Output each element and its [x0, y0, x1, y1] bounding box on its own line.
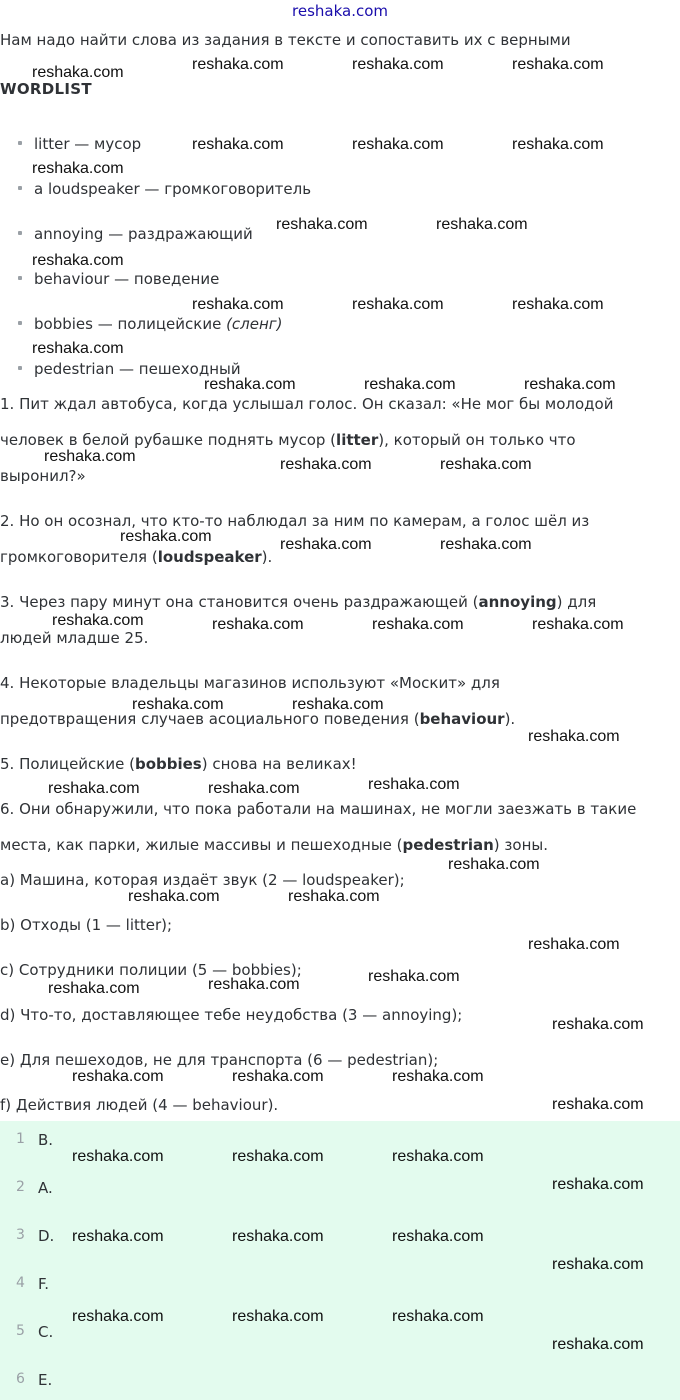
watermark: reshaka.com [192, 296, 284, 313]
watermark: reshaka.com [288, 888, 380, 905]
answer-letter: A. [38, 1179, 53, 1197]
paragraph-line: 6. Они обнаружили, что пока работали на машинах, не могли заезжать в такие [0, 800, 637, 818]
wordlist-item [18, 270, 219, 288]
separator: — [114, 360, 139, 378]
watermark: reshaka.com [32, 64, 124, 81]
watermark: reshaka.com [352, 296, 444, 313]
separator: — [109, 270, 134, 288]
watermark: reshaka.com [512, 56, 604, 73]
match-line: b) Отходы (1 — litter); [0, 916, 173, 934]
paragraph-line: 2. Но он осознал, что кто-то наблюдал за ним по камерам, а голос шёл из [0, 512, 590, 530]
translation: пешеходный [138, 360, 241, 378]
watermark: reshaka.com [48, 780, 140, 797]
answer-letter: C. [38, 1323, 54, 1341]
word: annoying [34, 225, 104, 243]
answer-letter: D. [38, 1227, 55, 1245]
watermark: reshaka.com [352, 56, 444, 73]
watermark: reshaka.com [512, 136, 604, 153]
translation: полицейские [117, 315, 227, 333]
watermark: reshaka.com [392, 1228, 484, 1245]
bullet-icon [18, 321, 22, 325]
watermark: reshaka.com [120, 528, 212, 545]
watermark: reshaka.com [208, 976, 300, 993]
watermark: reshaka.com [552, 1096, 644, 1113]
watermark: reshaka.com [364, 376, 456, 393]
watermark: reshaka.com [280, 456, 372, 473]
paragraph-line: выронил?» [0, 467, 86, 485]
paragraph-line: 3. Через пару минут она становится очень раздражающей (annoying) для [0, 593, 597, 611]
watermark: reshaka.com [524, 376, 616, 393]
bullet-icon [18, 231, 22, 235]
watermark: reshaka.com [132, 696, 224, 713]
keyword: pedestrian [402, 836, 494, 854]
separator: — [92, 315, 118, 333]
word: pedestrian [34, 360, 115, 378]
separator: — [139, 180, 165, 198]
keyword: litter [336, 431, 379, 449]
watermark: reshaka.com [392, 1148, 484, 1165]
translation: мусор [94, 135, 142, 153]
watermark: reshaka.com [552, 1336, 644, 1353]
watermark: reshaka.com [44, 448, 136, 465]
word: a loudspeaker [34, 180, 140, 198]
word: litter [34, 135, 70, 153]
translation: раздражающий [128, 225, 253, 243]
bullet-icon [18, 366, 22, 370]
answer-number: 6 [16, 1371, 25, 1387]
watermark: reshaka.com [72, 1148, 164, 1165]
intro-text: Нам надо найти слова из задания в тексте и сопоставить их с верными [0, 31, 571, 49]
answer-letter: E. [38, 1371, 53, 1389]
watermark: reshaka.com [204, 376, 296, 393]
keyword: loudspeaker [157, 548, 262, 566]
slang-note: (сленг) [226, 315, 283, 333]
match-line: c) Сотрудники полиции (5 — bobbies); [0, 961, 302, 979]
bullet-icon [18, 276, 22, 280]
keyword: bobbies [134, 755, 202, 773]
separator: — [103, 225, 129, 243]
watermark: reshaka.com [528, 728, 620, 745]
watermark: reshaka.com [436, 216, 528, 233]
keyword: annoying [478, 593, 557, 611]
watermark: reshaka.com [392, 1068, 484, 1085]
watermark: reshaka.com [352, 136, 444, 153]
bullet-icon [18, 186, 22, 190]
watermark: reshaka.com [552, 1176, 644, 1193]
watermark: reshaka.com [32, 160, 124, 177]
paragraph-line: громкоговорителя (loudspeaker). [0, 548, 273, 566]
paragraph-line: 4. Некоторые владельцы магазинов используют «Москит» для [0, 674, 500, 692]
watermark: reshaka.com [392, 1308, 484, 1325]
watermark: reshaka.com [280, 536, 372, 553]
match-line: a) Машина, которая издаёт звук (2 — loudspeaker); [0, 871, 405, 889]
paragraph-line: 5. Полицейские (bobbies) снова на великах! [0, 755, 357, 773]
answer-number: 1 [16, 1131, 25, 1147]
watermark: reshaka.com [512, 296, 604, 313]
watermark: reshaka.com [192, 56, 284, 73]
paragraph-line: 1. Пит ждал автобуса, когда услышал голос. Он сказал: «Не мог бы молодой [0, 395, 614, 413]
keyword: behaviour [419, 710, 505, 728]
watermark: reshaka.com [32, 252, 124, 269]
watermark: reshaka.com [368, 968, 460, 985]
watermark: reshaka.com [440, 456, 532, 473]
watermark: reshaka.com [208, 780, 300, 797]
watermark: reshaka.com [276, 216, 368, 233]
watermark: reshaka.com [52, 612, 144, 629]
bullet-icon [18, 141, 22, 145]
watermark: reshaka.com [72, 1228, 164, 1245]
watermark: reshaka.com [192, 136, 284, 153]
watermark: reshaka.com [72, 1308, 164, 1325]
paragraph-line: людей младше 25. [0, 629, 149, 647]
wordlist-item [18, 315, 283, 333]
match-line: d) Что-то, доставляющее тебе неудобства (3 — annoying); [0, 1006, 463, 1024]
match-line: f) Действия людей (4 — behaviour). [0, 1096, 279, 1114]
watermark: reshaka.com [448, 856, 540, 873]
watermark: reshaka.com [528, 936, 620, 953]
watermark: reshaka.com [368, 776, 460, 793]
answer-number: 4 [16, 1275, 25, 1291]
word: behaviour [34, 270, 110, 288]
watermark: reshaka.com [48, 980, 140, 997]
wordlist-title: WORDLIST [0, 80, 92, 98]
watermark: reshaka.com [128, 888, 220, 905]
separator: — [69, 135, 95, 153]
translation: громкоговоритель [164, 180, 312, 198]
answer-number: 5 [16, 1323, 25, 1339]
word: bobbies [34, 315, 93, 333]
paragraph-line: места, как парки, жилые массивы и пешеходные (pedestrian) зоны. [0, 836, 548, 854]
watermark: reshaka.com [232, 1068, 324, 1085]
paragraph-line: человек в белой рубашке поднять мусор (litter), который он только что [0, 431, 576, 449]
site-link[interactable]: reshaka.com [292, 2, 388, 20]
wordlist-item [18, 225, 253, 243]
watermark: reshaka.com [32, 340, 124, 357]
match-line: e) Для пешеходов, не для транспорта (6 — pedestrian); [0, 1051, 439, 1069]
answer-number: 3 [16, 1227, 25, 1243]
watermark: reshaka.com [212, 616, 304, 633]
watermark: reshaka.com [232, 1148, 324, 1165]
wordlist-item [18, 135, 141, 153]
watermark: reshaka.com [532, 616, 624, 633]
watermark: reshaka.com [232, 1308, 324, 1325]
watermark: reshaka.com [372, 616, 464, 633]
watermark: reshaka.com [440, 536, 532, 553]
watermark: reshaka.com [292, 696, 384, 713]
watermark: reshaka.com [552, 1256, 644, 1273]
answer-letter: F. [38, 1275, 49, 1293]
wordlist-item [18, 180, 311, 198]
watermark: reshaka.com [232, 1228, 324, 1245]
answer-number: 2 [16, 1179, 25, 1195]
watermark: reshaka.com [552, 1016, 644, 1033]
answer-letter: B. [38, 1131, 54, 1149]
watermark: reshaka.com [72, 1068, 164, 1085]
translation: поведение [133, 270, 220, 288]
paragraph-line: предотвращения случаев асоциального поведения (behaviour). [0, 710, 516, 728]
